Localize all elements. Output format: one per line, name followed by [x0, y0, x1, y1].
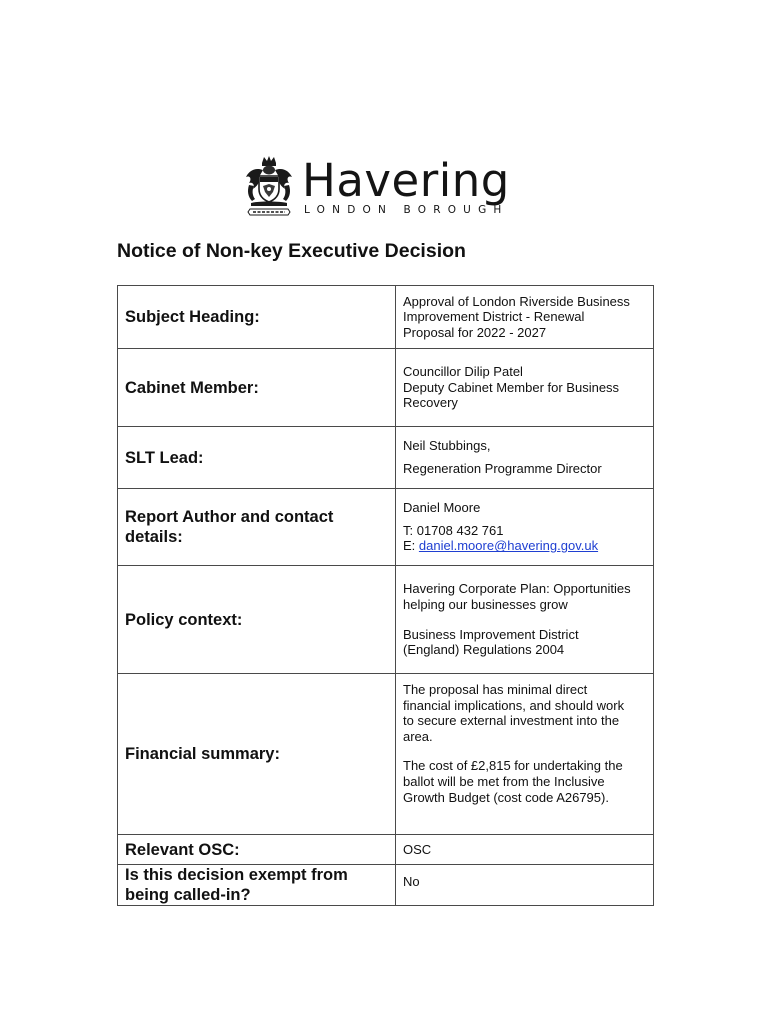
- author-phone: T: 01708 432 761: [403, 522, 504, 538]
- policy-para-2-line-2: (England) Regulations 2004: [403, 642, 565, 658]
- subject-line-2: Improvement District - Renewal: [403, 309, 585, 325]
- financial-para-1-line-1: The proposal has minimal direct: [403, 682, 588, 697]
- subject-line-3: Proposal for 2022 - 2027: [403, 324, 547, 340]
- slt-lead-role: Regeneration Programme Director: [403, 461, 602, 476]
- financial-para-1-line-4: area.: [403, 728, 433, 744]
- financial-para-2-line-2: ballot will be met from the Inclusive: [403, 773, 605, 789]
- subject-line-1: Approval of London Riverside Business: [403, 293, 630, 309]
- slt-lead-label: SLT Lead:: [118, 427, 396, 489]
- exempt-label-line-1: Is this decision exempt from: [125, 866, 348, 884]
- financial-para-2-line-1: The cost of £2,815 for undertaking the: [403, 758, 623, 774]
- exempt-label-line-2: being called-in?: [125, 886, 251, 904]
- table-row-exempt: [118, 865, 654, 906]
- cabinet-member-value: [396, 349, 654, 427]
- report-author-label: [118, 489, 396, 566]
- author-name: Daniel Moore: [403, 500, 481, 516]
- author-email-line: [403, 538, 645, 554]
- policy-para-1-line-1: Havering Corporate Plan: Opportunities: [403, 581, 631, 597]
- table-row-policy: [118, 566, 654, 674]
- havering-logo: [243, 155, 533, 219]
- decision-table: [117, 285, 654, 906]
- cabinet-line-2: Deputy Cabinet Member for Business: [403, 379, 620, 395]
- policy-para-2-line-1: Business Improvement District: [403, 626, 579, 642]
- report-author-label-line-1: Report Author and contact: [125, 508, 334, 526]
- financial-summary-value: [396, 674, 654, 835]
- policy-para-1-line-2: helping our businesses grow: [403, 596, 568, 612]
- financial-para-1-line-3: to secure external investment into the: [403, 713, 620, 729]
- report-author-value: [396, 489, 654, 566]
- financial-summary-label: Financial summary:: [118, 674, 396, 835]
- slt-lead-name: Neil Stubbings,: [403, 438, 491, 454]
- exempt-label: [118, 865, 396, 906]
- exempt-value: No: [396, 865, 654, 906]
- relevant-osc-value: OSC: [396, 835, 654, 865]
- table-row-subject: [118, 286, 654, 349]
- policy-context-value: [396, 566, 654, 674]
- table-row-osc: [118, 835, 654, 865]
- relevant-osc-label: Relevant OSC:: [118, 835, 396, 865]
- author-email-prefix: E:: [403, 538, 419, 554]
- table-row-author: [118, 489, 654, 566]
- subject-heading-value: [396, 286, 654, 349]
- policy-context-label: Policy context:: [118, 566, 396, 674]
- cabinet-line-1: Councillor Dilip Patel: [403, 364, 523, 380]
- table-row-financial: [118, 674, 654, 835]
- report-author-label-line-2: details:: [125, 528, 183, 546]
- cabinet-member-label: Cabinet Member:: [118, 349, 396, 427]
- financial-para-1-line-2: financial implications, and should work: [403, 697, 625, 713]
- cabinet-line-3: Recovery: [403, 395, 458, 411]
- slt-lead-value: [396, 427, 654, 489]
- financial-para-2-line-3: Growth Budget (cost code A26795).: [403, 789, 609, 805]
- logo-wordmark: Havering: [302, 154, 510, 207]
- coat-of-arms-icon: [243, 155, 295, 217]
- page-title: Notice of Non-key Executive Decision: [117, 240, 466, 262]
- table-row-cabinet: [118, 349, 654, 427]
- table-row-slt: [118, 427, 654, 489]
- logo-subtitle: LONDON BOROUGH: [304, 204, 509, 216]
- subject-heading-label: Subject Heading:: [118, 286, 396, 349]
- author-email-link[interactable]: daniel.moore@havering.gov.uk: [418, 538, 599, 554]
